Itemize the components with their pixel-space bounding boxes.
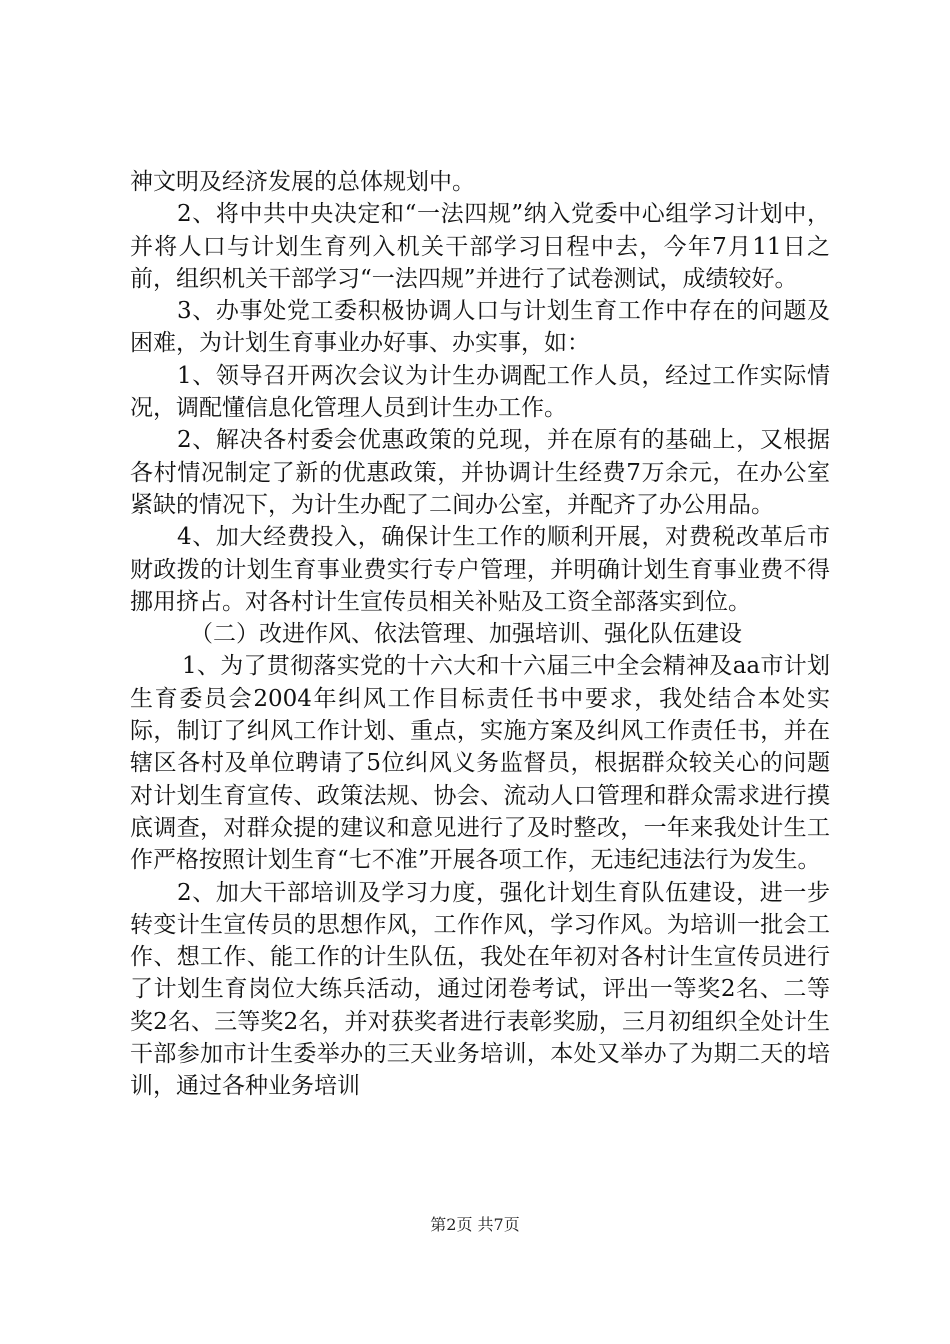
paragraph-subitem-1: 1、领导召开两次会议为计生办调配工作人员，经过工作实际情况，调配懂信息化管理人员到计生办工作。 bbox=[130, 362, 830, 422]
paragraph-item-4: 4、加大经费投入，确保计生工作的顺利开展，对费税改革后市财政拨的计划生育事业费实行专户管理，并明确计划生育事业费不得挪用挤占。对各村计生宣传员相关补贴及工资全部落实到位。 bbox=[130, 524, 830, 615]
paragraph-section-item-1: 1、为了贯彻落实党的十六大和十六届三中全会精神及aa市计划生育委员会2004年纠风工作目标责任书中要求，我处结合本处实际，制订了纠风工作计划、重点，实施方案及纠风工作责任书，并在辖区各村及单位聘请了5位纠风义务监督员，根据群众较关心的问题对计划生育宣传、政策法规、协会、流动人口管理和群众需求进行摸底调查，对群众提的建议和意见进行了及时整改，一年来我处计生工作严格按照计划生育“七不准”开展各项工作，无违纪违法行为发生。 bbox=[130, 653, 830, 874]
page-number-footer: 第2页 共7页 bbox=[430, 1215, 520, 1234]
paragraph-continuation: 神文明及经济发展的总体规划中。 bbox=[130, 169, 475, 195]
paragraph-item-3: 3、办事处党工委积极协调人口与计划生育工作中存在的问题及困难，为计划生育事业办好事、办实事，如： bbox=[130, 298, 830, 357]
document-body bbox=[130, 166, 830, 1103]
paragraph-section-item-2: 2、加大干部培训及学习力度，强化计划生育队伍建设，进一步转变计生宣传员的思想作风，工作作风，学习作风。为培训一批会工作、想工作、能工作的计生队伍，我处在年初对各村计生宣传员进行了计划生育岗位大练兵活动，通过闭卷考试，评出一等奖2名、二等奖2名、三等奖2名，并对获奖者进行表彰奖励，三月初组织全处计生干部参加市计生委举办的三天业务培训，本处又举办了为期二天的培训，通过各种业务培训 bbox=[130, 879, 830, 1100]
section-heading: （二）改进作风、依法管理、加强培训、强化队伍建设 bbox=[190, 621, 742, 648]
paragraph-subitem-2: 2、解决各村委会优惠政策的兑现，并在原有的基础上，又根据各村情况制定了新的优惠政策，并协调计生经费7万余元，在办公室紧缺的情况下，为计生办配了二间办公室，并配齐了办公用品。 bbox=[130, 427, 830, 518]
paragraph-item-2: 2、将中共中央决定和“一法四规”纳入党委中心组学习计划中，并将人口与计划生育列入机关干部学习日程中去，今年7月11日之前，组织机关干部学习“一法四规”并进行了试卷测试，成绩较好。 bbox=[130, 201, 830, 292]
